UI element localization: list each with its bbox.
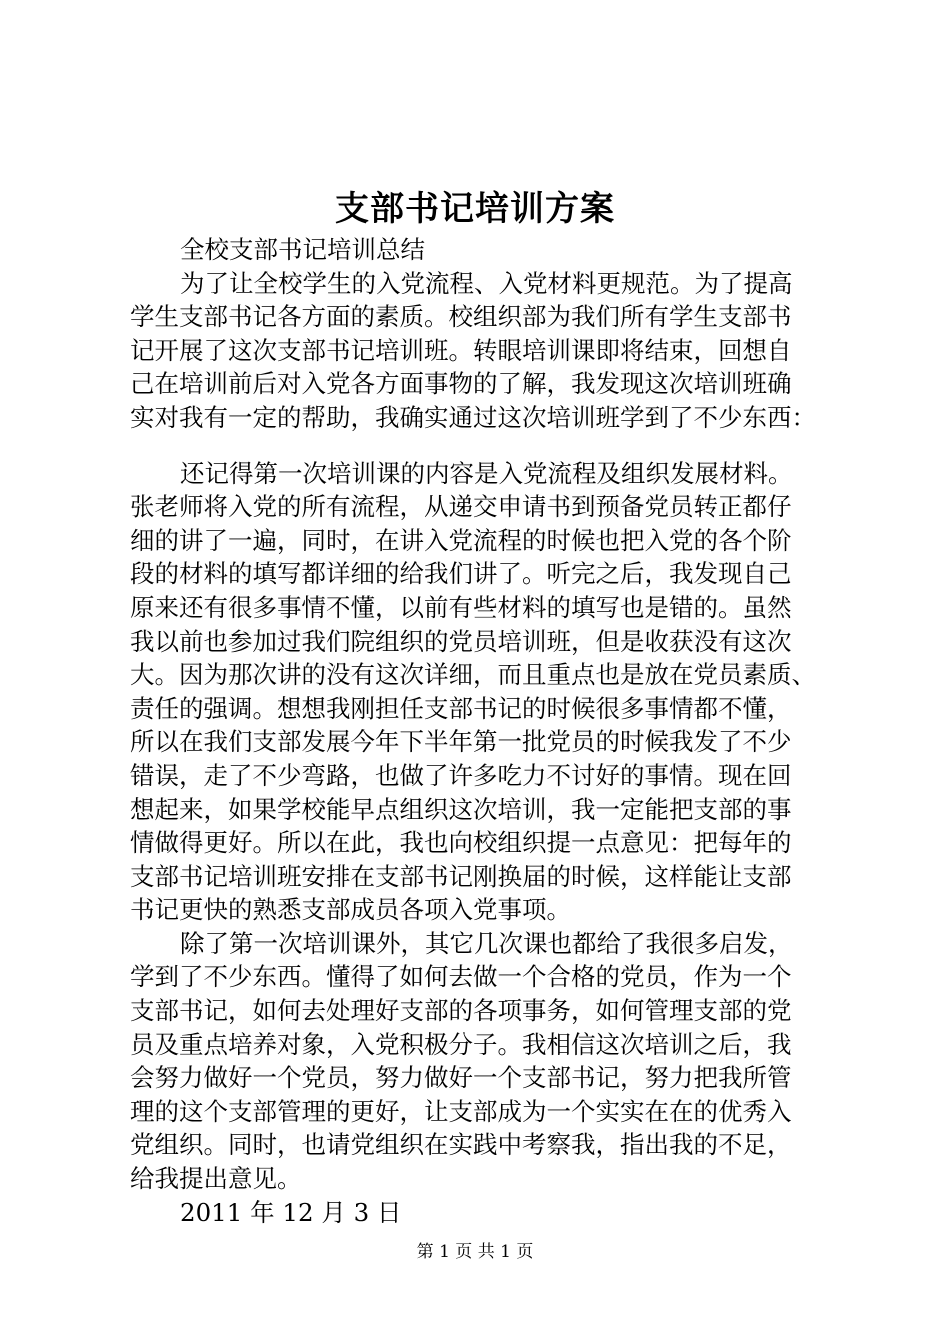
- text-line: 给我提出意见。: [130, 1164, 302, 1194]
- paragraph-1: [130, 267, 822, 435]
- document-date: 2011 年 12 月 3 日: [180, 1197, 402, 1227]
- text-line: 己在培训前后对入党各方面事物的了解，我发现这次培训班确: [130, 369, 792, 399]
- text-line: 张老师将入党的所有流程，从递交申请书到预备党员转正都仔: [130, 492, 792, 522]
- document-subtitle: 全校支部书记培训总结: [180, 235, 425, 264]
- paragraph-spacer: [130, 435, 822, 457]
- page-footer: 第 1 页 共 1 页: [416, 1242, 534, 1262]
- text-line: 责任的强调。想想我刚担任支部书记的时候很多事情都不懂，: [130, 693, 792, 723]
- paragraph-2: [130, 457, 822, 927]
- text-line: 想起来，如果学校能早点组织这次培训，我一定能把支部的事: [130, 794, 792, 824]
- text-line: 所以在我们支部发展今年下半年第一批党员的时候我发了不少: [130, 727, 792, 757]
- text-line: 细的讲了一遍，同时，在讲入党流程的时候也把入党的各个阶: [130, 525, 792, 555]
- text-line: 支部书记培训班安排在支部书记刚换届的时候，这样能让支部: [130, 861, 792, 891]
- text-line: 会努力做好一个党员，努力做好一个支部书记，努力把我所管: [130, 1063, 792, 1093]
- text-line: 员及重点培养对象，入党积极分子。我相信这次培训之后，我: [130, 1029, 792, 1059]
- text-line: 段的材料的填写都详细的给我们讲了。听完之后，我发现自己: [130, 559, 792, 589]
- text-line: 情做得更好。所以在此，我也向校组织提一点意见：把每年的: [130, 828, 792, 858]
- text-line: 记开展了这次支部书记培训班。转眼培训课即将结束，回想自: [130, 335, 792, 365]
- text-line: 学生支部书记各方面的素质。校组织部为我们所有学生支部书: [130, 302, 792, 332]
- text-line: 还记得第一次培训课的内容是入党流程及组织发展材料。: [180, 458, 793, 488]
- text-line: 除了第一次培训课外，其它几次课也都给了我很多启发，: [180, 928, 793, 958]
- text-line: 书记更快的熟悉支部成员各项入党事项。: [130, 895, 571, 925]
- text-line: 学到了不少东西。懂得了如何去做一个合格的党员，作为一个: [130, 962, 792, 992]
- text-line: 原来还有很多事情不懂，以前有些材料的填写也是错的。虽然: [130, 592, 792, 622]
- text-line: 错误，走了不少弯路，也做了许多吃力不讨好的事情。现在回: [130, 760, 792, 790]
- text-line: 我以前也参加过我们院组织的党员培训班，但是收获没有这次: [130, 626, 792, 656]
- text-line: 为了让全校学生的入党流程、入党材料更规范。为了提高: [180, 268, 793, 298]
- paragraph-3: [130, 927, 822, 1196]
- text-line: 党组织。同时，也请党组织在实践中考察我，指出我的不足，: [130, 1130, 792, 1160]
- page-title: 支部书记培训方案: [335, 189, 615, 229]
- text-line: 支部书记，如何去处理好支部的各项事务，如何管理支部的党: [130, 996, 792, 1026]
- text-line: 大。因为那次讲的没有这次详细，而且重点也是放在党员素质、: [130, 660, 816, 690]
- text-line: 实对我有一定的帮助，我确实通过这次培训班学到了不少东西：: [130, 402, 816, 432]
- document-body: [130, 233, 822, 1229]
- text-line: 理的这个支部管理的更好，让支部成为一个实实在在的优秀入: [130, 1096, 792, 1126]
